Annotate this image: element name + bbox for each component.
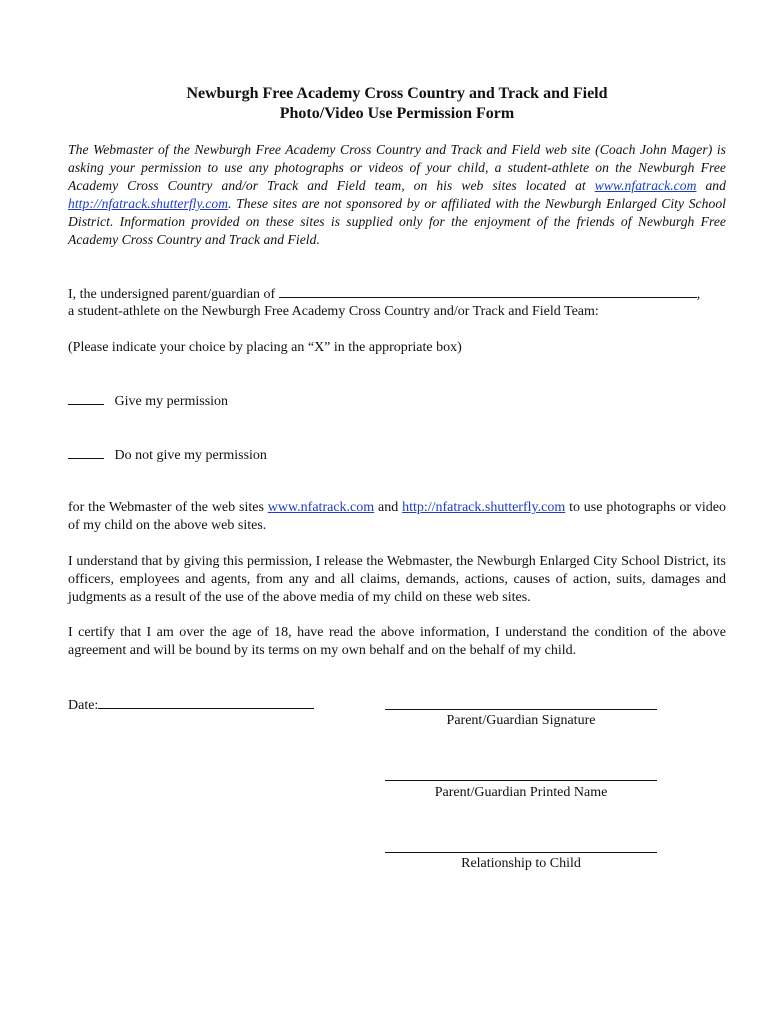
signature-line[interactable] — [385, 709, 657, 710]
relationship-label: Relationship to Child — [461, 856, 581, 871]
nfatrack-link[interactable]: www.nfatrack.com — [594, 178, 697, 193]
date-blank[interactable] — [98, 696, 314, 709]
guardian-prefix: I, the undersigned parent/guardian of — [68, 287, 279, 302]
give-permission-blank[interactable] — [68, 392, 104, 405]
webmaster-text-end: to use photographs or video of my child on the above web sites. — [68, 500, 727, 533]
child-name-blank[interactable] — [279, 285, 697, 298]
form-title — [68, 84, 726, 124]
deny-permission-blank[interactable] — [68, 446, 104, 459]
guardian-line — [68, 285, 726, 304]
release-paragraph: I understand that by giving this permission, I release the Webmaster, the Newburgh Enlarged City School District, its officers, employees and agents, from any and all claims, demands, actions, causes of action, suits, damages and judgments as a result of the use of the above media of my child on these web sites. — [68, 554, 726, 605]
student-athlete-line: a student-athlete on the Newburgh Free Academy Cross Country and/or Track and Field Team: — [68, 304, 599, 319]
deny-permission-label: Do not give my permission — [114, 448, 267, 463]
intro-text-end: . These sites are not sponsored by or affiliated with the Newburgh Enlarged City School District. Information provided on these sites is supplied only for the enjoyment of the friends of Newburgh Free Academy Cross Country and Track and Field. — [68, 196, 726, 247]
printed-name-label: Parent/Guardian Printed Name — [434, 785, 608, 800]
signature-label: Parent/Guardian Signature — [446, 713, 596, 728]
intro-paragraph — [68, 141, 726, 249]
guardian-suffix: , — [696, 287, 701, 302]
title-line-1: Newburgh Free Academy Cross Country and Track and Field — [186, 85, 608, 102]
intro-and: and — [696, 178, 726, 193]
printed-name-line[interactable] — [385, 780, 657, 781]
title-line-2: Photo/Video Use Permission Form — [279, 105, 515, 122]
give-permission-label: Give my permission — [114, 394, 229, 409]
instructions-text: (Please indicate your choice by placing an “X” in the appropriate box) — [68, 340, 462, 355]
nfatrack-link-2[interactable]: www.nfatrack.com — [267, 500, 375, 515]
webmaster-and: and — [374, 500, 403, 515]
shutterfly-link-2[interactable]: http://nfatrack.shutterfly.com — [402, 500, 566, 515]
intro-text-start: The Webmaster of the Newburgh Free Academy Cross Country and Track and Field web site (Coach John Mager) is asking your permission to use any photographs or videos of your child, a student-athlete on the Newburgh Free Academy Cross Country and/or Track and Field team, on his web sites located at — [68, 142, 726, 193]
give-permission-option — [68, 392, 726, 411]
webmaster-paragraph — [68, 499, 726, 535]
certify-paragraph: I certify that I am over the age of 18, have read the above information, I understand the condition of the above agreement and will be bound by its terms on my own behalf and on the behalf of my child. — [68, 625, 726, 658]
date-label: Date: — [68, 698, 99, 713]
deny-permission-option — [68, 446, 726, 465]
webmaster-text-start: for the Webmaster of the web sites — [68, 500, 268, 515]
relationship-line[interactable] — [385, 852, 657, 853]
shutterfly-link[interactable]: http://nfatrack.shutterfly.com — [68, 196, 229, 211]
